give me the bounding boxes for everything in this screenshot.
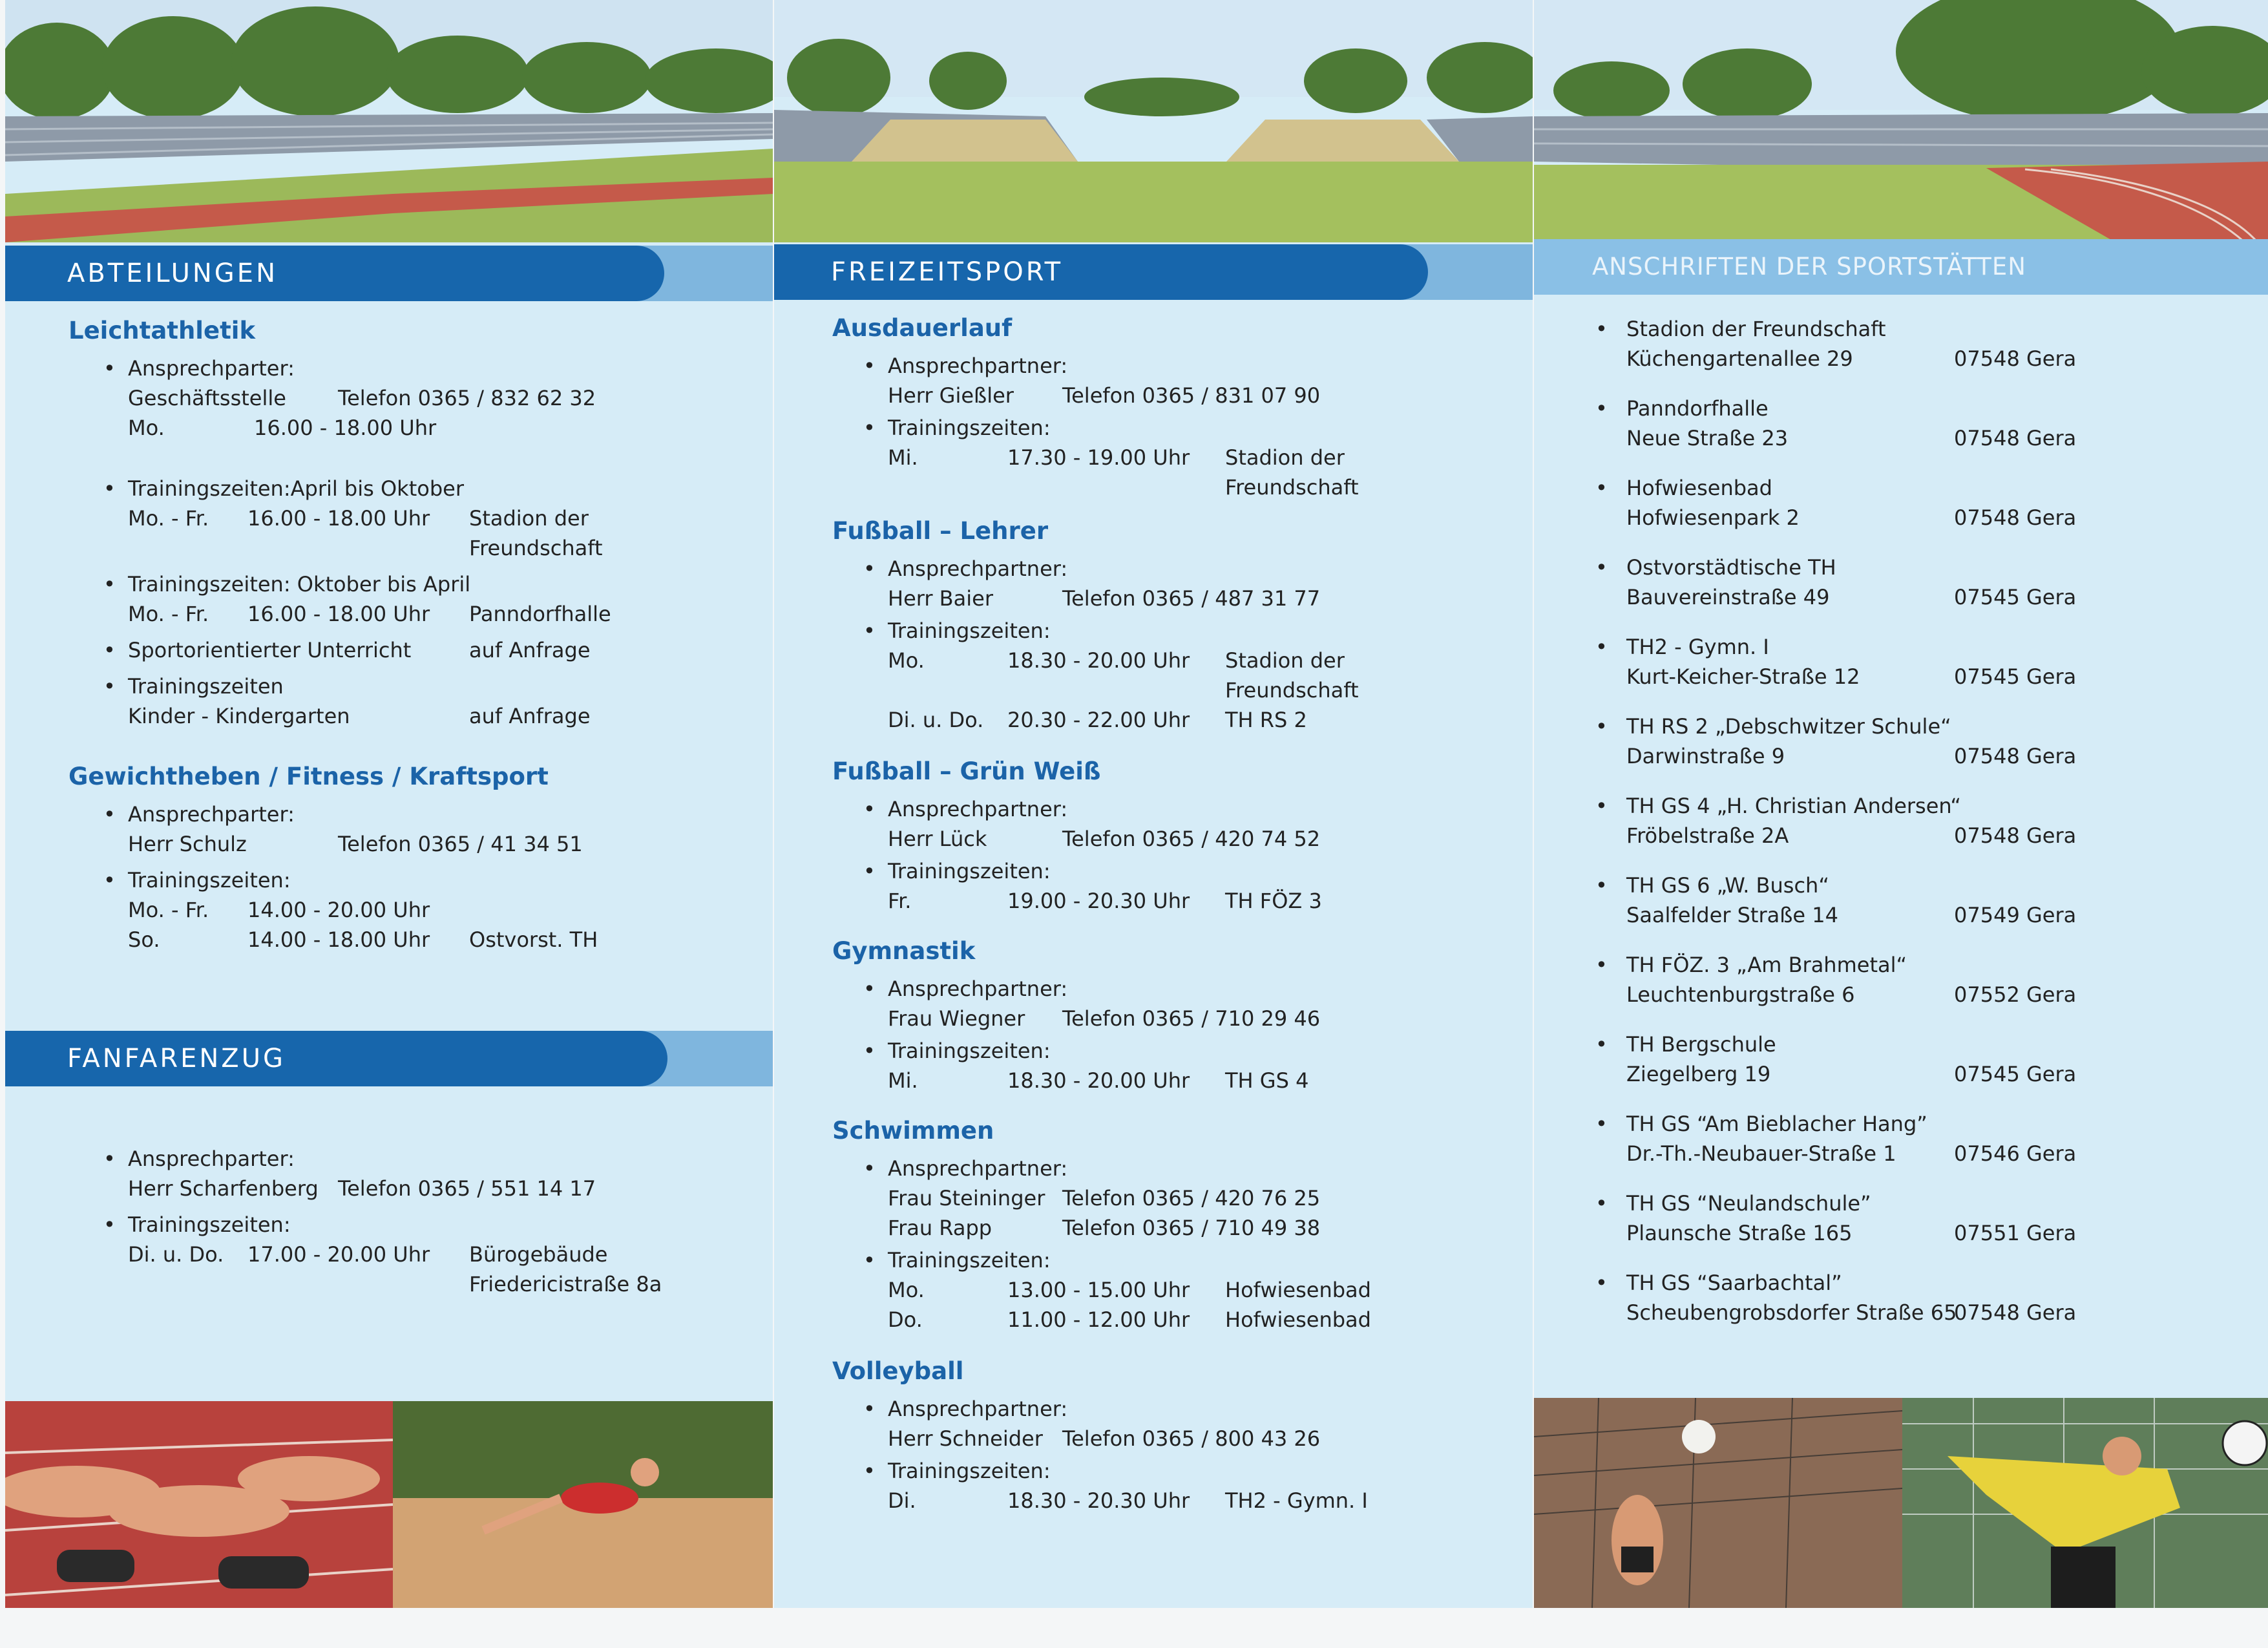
address-street: Hofwiesenpark 2 — [1626, 505, 1800, 530]
address-city: 07548 Gera — [1954, 1300, 2077, 1325]
contact-name: Herr Schulz — [128, 832, 247, 856]
training-place: Bürogebäude — [469, 1242, 608, 1267]
contact-name: Geschäftsstelle — [128, 386, 286, 410]
freizeitsport-title: FREIZEITSPORT — [831, 257, 1064, 287]
label-ansprechpartner: Ansprechparter: — [128, 1146, 295, 1171]
label-training: Trainingszeiten:April bis Oktober — [128, 476, 464, 501]
ansprech-item — [103, 1144, 773, 1203]
contact-phone: Telefon 0365 / 831 07 90 — [1062, 383, 1321, 408]
kinder-value: auf Anfrage — [469, 704, 591, 728]
training-day: Di. u. Do. — [128, 1242, 224, 1267]
label-training: Trainingszeiten: Oktober bis April — [128, 572, 471, 597]
address-street: Fröbelstraße 2A — [1626, 823, 1789, 848]
address-city: 07551 Gera — [1954, 1221, 2077, 1245]
bullet-icon: • — [863, 354, 876, 378]
training-day: Mo. — [888, 1278, 925, 1302]
section-leichtathletik — [68, 317, 753, 737]
section-gewichtheben — [68, 763, 753, 961]
athletics-photo — [5, 1401, 773, 1608]
bullet-icon: • — [103, 638, 116, 662]
label-training: Trainingszeiten: — [888, 1039, 1051, 1063]
contact-day: Mo. — [128, 416, 165, 440]
contact-phone: Telefon 0365 / 710 29 46 — [1062, 1006, 1321, 1031]
label-ansprechpartner: Ansprechparter: — [128, 356, 295, 381]
address-item — [1595, 1268, 2255, 1327]
bullet-icon: • — [1595, 794, 1608, 818]
section-ausdauerlauf — [832, 314, 1517, 502]
training-time: 18.30 - 20.00 Uhr — [1007, 648, 1190, 673]
heading-ausdauerlauf: Ausdauerlauf — [832, 314, 1013, 342]
ansprech-item — [863, 554, 1533, 613]
label-training: Trainingszeiten: — [128, 1212, 291, 1237]
contact-phone: Telefon 0365 / 551 14 17 — [338, 1176, 596, 1201]
contact-name: Herr Lück — [888, 827, 987, 851]
address-item — [1595, 1109, 2255, 1168]
panel-abteilungen — [5, 0, 773, 1608]
freizeitsport-banner — [774, 244, 1533, 300]
training-place: Stadion der — [469, 506, 589, 531]
training-item — [103, 474, 773, 563]
training-item — [103, 569, 773, 629]
training-time: 13.00 - 15.00 Uhr — [1007, 1278, 1190, 1302]
ansprech-item — [863, 351, 1533, 410]
training-day: Mo. - Fr. — [128, 506, 209, 531]
label-training: Trainingszeiten: — [888, 1248, 1051, 1273]
bullet-icon: • — [1595, 476, 1608, 500]
anschriften-banner — [1534, 239, 2268, 295]
ansprech-item — [863, 1154, 1533, 1243]
label-ansprechpartner: Ansprechpartner: — [888, 797, 1068, 821]
bullet-icon: • — [863, 1156, 876, 1181]
heading-gymnastik: Gymnastik — [832, 937, 976, 965]
bullet-icon: • — [103, 1212, 116, 1237]
training-place: TH RS 2 — [1225, 708, 1307, 732]
bullet-icon: • — [863, 1248, 876, 1273]
ansprech-item — [863, 974, 1533, 1033]
address-name: TH GS “Am Bieblacher Hang” — [1626, 1112, 1927, 1136]
bullet-icon: • — [863, 977, 876, 1001]
stadium-photo-center — [774, 0, 1533, 242]
bullet-icon: • — [1595, 555, 1608, 580]
training-time: 17.00 - 20.00 Uhr — [247, 1242, 430, 1267]
training-place: Stadion der — [1225, 445, 1345, 470]
sportunterricht-label: Sportorientierter Unterricht — [128, 638, 412, 662]
address-street: Dr.-Th.-Neubauer-Straße 1 — [1626, 1141, 1896, 1166]
label-training: Trainingszeiten: — [888, 1459, 1051, 1483]
training-place: Freundschaft — [469, 536, 603, 560]
fanfarenzug-banner — [5, 1031, 773, 1086]
address-name: TH FÖZ. 3 „Am Brahmetal“ — [1626, 953, 1907, 977]
label-ansprechpartner: Ansprechparter: — [128, 802, 295, 827]
address-city: 07548 Gera — [1954, 346, 2077, 371]
address-name: Ostvorstädtische TH — [1626, 555, 1836, 580]
label-training: Trainingszeiten: — [888, 859, 1051, 883]
bullet-icon: • — [103, 868, 116, 893]
contact-name: Frau Rapp — [888, 1216, 992, 1240]
bullet-icon: • — [1595, 396, 1608, 421]
training-time: 17.30 - 19.00 Uhr — [1007, 445, 1190, 470]
contact-name: Frau Wiegner — [888, 1006, 1025, 1031]
bullet-icon: • — [1595, 1032, 1608, 1057]
training-time: 19.00 - 20.30 Uhr — [1007, 889, 1190, 913]
label-training: Trainingszeiten: — [128, 868, 291, 893]
training-place: Hofwiesenbad — [1225, 1278, 1371, 1302]
ansprech-item — [103, 799, 773, 859]
training-place: TH GS 4 — [1225, 1068, 1309, 1093]
address-street: Ziegelberg 19 — [1626, 1062, 1771, 1086]
training-item — [103, 865, 773, 955]
bullet-icon: • — [1595, 714, 1608, 739]
bullet-icon: • — [863, 797, 876, 821]
address-name: TH Bergschule — [1626, 1032, 1776, 1057]
address-item — [1595, 1030, 2255, 1089]
contact-name: Herr Gießler — [888, 383, 1014, 408]
bullet-icon: • — [103, 572, 116, 597]
abteilungen-title: ABTEILUNGEN — [67, 259, 278, 288]
contact-phone: Telefon 0365 / 487 31 77 — [1062, 586, 1321, 611]
contact-time: 16.00 - 18.00 Uhr — [254, 416, 437, 440]
address-item — [1595, 314, 2255, 374]
training-place: Stadion der — [1225, 648, 1345, 673]
stadium-photo-left — [5, 0, 773, 242]
panel-anschriften — [1534, 0, 2268, 1608]
training-day: Do. — [888, 1307, 923, 1332]
training-item — [863, 856, 1533, 916]
training-time: 14.00 - 20.00 Uhr — [247, 898, 430, 922]
address-name: Panndorfhalle — [1626, 396, 1769, 421]
bullet-icon: • — [863, 1397, 876, 1421]
training-day: Mo. - Fr. — [128, 602, 209, 626]
training-time: 16.00 - 18.00 Uhr — [247, 602, 430, 626]
training-time: 18.30 - 20.00 Uhr — [1007, 1068, 1190, 1093]
training-place: Ostvorst. TH — [469, 927, 598, 952]
ansprech-item — [103, 354, 773, 443]
address-item — [1595, 553, 2255, 612]
address-city: 07548 Gera — [1954, 426, 2077, 450]
training-item — [863, 616, 1533, 735]
bullet-icon: • — [1595, 953, 1608, 977]
address-name: TH GS “Neulandschule” — [1626, 1191, 1871, 1216]
abteilungen-banner — [5, 246, 773, 301]
bullet-icon: • — [1595, 317, 1608, 341]
bullet-icon: • — [1595, 1191, 1608, 1216]
fanfarenzug-title: FANFARENZUG — [67, 1044, 286, 1073]
heading-gewichtheben: Gewichtheben / Fitness / Kraftsport — [68, 763, 549, 790]
bullet-icon: • — [863, 859, 876, 883]
training-time: 18.30 - 20.30 Uhr — [1007, 1488, 1190, 1513]
training-time: 20.30 - 22.00 Uhr — [1007, 708, 1190, 732]
sportunterricht-item — [103, 635, 773, 665]
panel-freizeitsport — [774, 0, 1533, 1608]
kinder-label: Trainingszeiten — [128, 674, 284, 699]
address-item — [1595, 791, 2255, 850]
address-city: 07548 Gera — [1954, 744, 2077, 768]
bullet-icon: • — [1595, 1271, 1608, 1295]
address-item — [1595, 394, 2255, 453]
bullet-icon: • — [863, 416, 876, 440]
label-ansprechpartner: Ansprechpartner: — [888, 1397, 1068, 1421]
contact-phone: Telefon 0365 / 832 62 32 — [338, 386, 596, 410]
bullet-icon: • — [1595, 873, 1608, 898]
training-place: Panndorfhalle — [469, 602, 611, 626]
training-day: So. — [128, 927, 160, 952]
label-ansprechpartner: Ansprechpartner: — [888, 977, 1068, 1001]
training-time: 16.00 - 18.00 Uhr — [247, 506, 430, 531]
section-schwimmen — [832, 1117, 1517, 1335]
address-item — [1595, 1188, 2255, 1248]
label-ansprechpartner: Ansprechpartner: — [888, 1156, 1068, 1181]
heading-fussball-gruen-weiss: Fußball – Grün Weiß — [832, 757, 1101, 785]
address-name: Stadion der Freundschaft — [1626, 317, 1886, 341]
training-day: Mi. — [888, 1068, 918, 1093]
section-fanfarenzug — [68, 1144, 753, 1305]
address-city: 07548 Gera — [1954, 505, 2077, 530]
address-item — [1595, 473, 2255, 533]
training-place: Freundschaft — [1225, 678, 1359, 703]
address-street: Bauvereinstraße 49 — [1626, 585, 1830, 609]
training-place: Hofwiesenbad — [1225, 1307, 1371, 1332]
address-item — [1595, 950, 2255, 1009]
bullet-icon: • — [863, 556, 876, 581]
anschriften-title: ANSCHRIFTEN DER SPORTSTÄTTEN — [1592, 253, 2026, 280]
address-item — [1595, 632, 2255, 692]
address-city: 07546 Gera — [1954, 1141, 2077, 1166]
heading-leichtathletik: Leichtathletik — [68, 317, 256, 344]
training-time: 11.00 - 12.00 Uhr — [1007, 1307, 1190, 1332]
section-volleyball — [832, 1357, 1517, 1516]
label-ansprechpartner: Ansprechpartner: — [888, 354, 1068, 378]
address-item — [1595, 871, 2255, 930]
training-item — [103, 1210, 773, 1299]
address-street: Leuchtenburgstraße 6 — [1626, 982, 1855, 1007]
address-street: Scheubengrobsdorfer Straße 65 — [1626, 1300, 1957, 1325]
ansprech-item — [863, 1394, 1533, 1453]
address-city: 07545 Gera — [1954, 585, 2077, 609]
contact-phone: Telefon 0365 / 800 43 26 — [1062, 1426, 1321, 1451]
training-day: Fr. — [888, 889, 912, 913]
training-day: Mo. — [888, 648, 925, 673]
training-place: Freundschaft — [1225, 475, 1359, 500]
training-place: TH2 - Gymn. I — [1225, 1488, 1368, 1513]
address-city: 07549 Gera — [1954, 903, 2077, 927]
address-city: 07545 Gera — [1954, 1062, 2077, 1086]
label-training: Trainingszeiten: — [888, 618, 1051, 643]
address-item — [1595, 712, 2255, 771]
bullet-icon: • — [103, 802, 116, 827]
address-city: 07552 Gera — [1954, 982, 2077, 1007]
training-item — [863, 413, 1533, 502]
contact-name: Frau Steininger — [888, 1186, 1045, 1210]
sportunterricht-value: auf Anfrage — [469, 638, 591, 662]
contact-phone: Telefon 0365 / 420 74 52 — [1062, 827, 1321, 851]
training-day: Mo. - Fr. — [128, 898, 209, 922]
address-city: 07545 Gera — [1954, 664, 2077, 689]
address-street: Neue Straße 23 — [1626, 426, 1789, 450]
address-street: Darwinstraße 9 — [1626, 744, 1785, 768]
address-list — [1595, 314, 2255, 1347]
volleyball-goalkeeper-photo — [1534, 1398, 2268, 1608]
contact-name: Herr Schneider — [888, 1426, 1043, 1451]
training-day: Mi. — [888, 445, 918, 470]
bullet-icon: • — [863, 618, 876, 643]
heading-volleyball: Volleyball — [832, 1357, 964, 1385]
heading-fussball-lehrer: Fußball – Lehrer — [832, 517, 1049, 545]
training-item — [863, 1456, 1533, 1516]
bullet-icon: • — [103, 674, 116, 699]
stadium-photo-right — [1534, 0, 2268, 242]
kinder-item — [103, 671, 773, 731]
training-item — [863, 1245, 1533, 1335]
address-name: TH GS 6 „W. Busch“ — [1626, 873, 1829, 898]
bullet-icon: • — [1595, 1112, 1608, 1136]
address-name: TH2 - Gymn. I — [1626, 635, 1769, 659]
bullet-icon: • — [103, 476, 116, 501]
address-street: Küchengartenallee 29 — [1626, 346, 1853, 371]
contact-name: Herr Scharfenberg — [128, 1176, 319, 1201]
contact-phone: Telefon 0365 / 420 76 25 — [1062, 1186, 1321, 1210]
section-fussball-gruen-weiss — [832, 757, 1517, 916]
contact-name: Herr Baier — [888, 586, 993, 611]
bullet-icon: • — [863, 1039, 876, 1063]
training-place: TH FÖZ 3 — [1225, 889, 1322, 913]
training-place: Friedericistraße 8a — [469, 1272, 662, 1296]
training-day: Di. — [888, 1488, 916, 1513]
ansprech-item — [863, 794, 1533, 854]
contact-phone: Telefon 0365 / 41 34 51 — [338, 832, 583, 856]
bullet-icon: • — [103, 356, 116, 381]
address-name: TH RS 2 „Debschwitzer Schule“ — [1626, 714, 1951, 739]
heading-schwimmen: Schwimmen — [832, 1117, 994, 1145]
section-gymnastik — [832, 937, 1517, 1095]
address-name: TH GS 4 „H. Christian Andersen“ — [1626, 794, 1961, 818]
contact-phone: Telefon 0365 / 710 49 38 — [1062, 1216, 1321, 1240]
label-training: Trainingszeiten: — [888, 416, 1051, 440]
address-city: 07548 Gera — [1954, 823, 2077, 848]
address-street: Kurt-Keicher-Straße 12 — [1626, 664, 1860, 689]
address-name: Hofwiesenbad — [1626, 476, 1772, 500]
address-street: Plaunsche Straße 165 — [1626, 1221, 1853, 1245]
bullet-icon: • — [863, 1459, 876, 1483]
label-ansprechpartner: Ansprechpartner: — [888, 556, 1068, 581]
training-time: 14.00 - 18.00 Uhr — [247, 927, 430, 952]
address-street: Saalfelder Straße 14 — [1626, 903, 1838, 927]
training-item — [863, 1036, 1533, 1095]
section-fussball-lehrer — [832, 517, 1517, 735]
bullet-icon: • — [1595, 635, 1608, 659]
training-day: Di. u. Do. — [888, 708, 984, 732]
bullet-icon: • — [103, 1146, 116, 1171]
address-name: TH GS “Saarbachtal” — [1626, 1271, 1842, 1295]
kinder-label: Kinder - Kindergarten — [128, 704, 350, 728]
